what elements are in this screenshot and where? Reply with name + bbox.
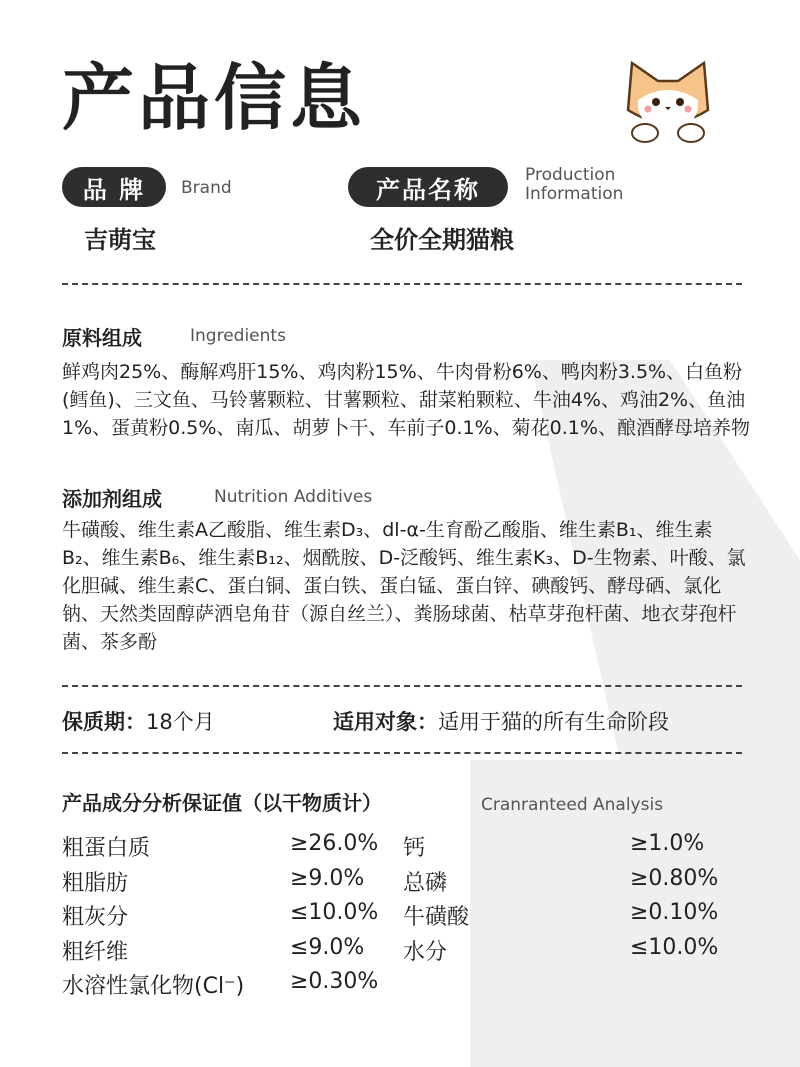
analysis-item-value: ≥26.0% bbox=[290, 831, 379, 856]
additives-title: 添加剂组成 bbox=[62, 487, 162, 511]
analysis-item-value: ≥0.10% bbox=[630, 900, 719, 925]
cat-mascot-icon bbox=[620, 55, 715, 145]
ingredients-text: 鲜鸡肉25%、酶解鸡肝15%、鸡肉粉15%、牛肉骨粉6%、鸭肉粉3.5%、白鱼粉(鳕鱼)、三文鱼、马铃薯颗粒、甘薯颗粒、甜菜粕颗粒、牛油4%、鸡油2%、鱼油1%、蛋黄粉0.5%、南瓜、胡萝卜干、车前子0.1%、菊花0.1%、酿酒酵母培养物 bbox=[62, 361, 750, 439]
analysis-item-name: 钙 bbox=[403, 836, 426, 861]
analysis-item-name: 水溶性氯化物(Cl⁻) bbox=[62, 974, 245, 999]
analysis-item-name: 粗蛋白质 bbox=[62, 836, 151, 861]
divider bbox=[62, 283, 742, 285]
analysis-item-value: ≥0.80% bbox=[630, 865, 719, 891]
divider bbox=[62, 685, 742, 687]
brand-label-pill: 品 牌 bbox=[62, 167, 166, 207]
analysis-item-name: 粗脂肪 bbox=[62, 870, 129, 896]
analysis-item-name: 粗纤维 bbox=[62, 939, 129, 965]
analysis-item-value: ≥1.0% bbox=[630, 831, 705, 856]
product-name-value: 全价全期猫粮 bbox=[370, 226, 514, 254]
analysis-item-name: 总磷 bbox=[403, 870, 448, 896]
additives-en: Nutrition Additives bbox=[214, 487, 373, 507]
analysis-item-value: ≤9.0% bbox=[290, 934, 365, 960]
shelf-life: 保质期：18个月 bbox=[62, 710, 215, 734]
analysis-en: Cranranteed Analysis bbox=[481, 795, 664, 815]
analysis-item-name: 牛磺酸 bbox=[403, 905, 470, 930]
product-name-en: Production Information bbox=[525, 165, 624, 204]
page-title: 产品信息 bbox=[62, 56, 367, 140]
analysis-item-name: 水分 bbox=[403, 939, 448, 965]
product-name-pill: 产品名称 bbox=[348, 167, 508, 207]
analysis-item-value: ≥9.0% bbox=[290, 865, 365, 891]
analysis-title: 产品成分分析保证值（以干物质计） bbox=[62, 791, 382, 815]
ingredients-en: Ingredients bbox=[190, 326, 286, 346]
brand-value: 吉萌宝 bbox=[84, 226, 156, 254]
additives-text: 牛磺酸、维生素A乙酸脂、维生素D₃、dl-α-生育酚乙酸脂、维生素B₁、维生素B₂、维生素B₆、维生素B₁₂、烟酰胺、D-泛酸钙、维生素K₃、D-生物素、叶酸、氯化胆碱、维生素C、蛋白铜、蛋白铁、蛋白锰、蛋白锌、碘酸钙、酵母硒、氯化钠、天然类固醇萨洒皂角苷（源自丝兰）、粪肠球菌、枯草芽孢杆菌、地衣芽孢杆菌、茶多酚 bbox=[62, 519, 746, 653]
analysis-item-value: ≥0.30% bbox=[290, 969, 379, 994]
analysis-item-value: ≤10.0% bbox=[290, 900, 379, 925]
ingredients-title: 原料组成 bbox=[62, 326, 142, 350]
analysis-item-name: 粗灰分 bbox=[62, 905, 129, 930]
target-audience: 适用对象：适用于猫的所有生命阶段 bbox=[333, 710, 669, 734]
divider bbox=[62, 752, 742, 754]
brand-label-en: Brand bbox=[181, 178, 232, 198]
analysis-item-value: ≤10.0% bbox=[630, 934, 719, 960]
